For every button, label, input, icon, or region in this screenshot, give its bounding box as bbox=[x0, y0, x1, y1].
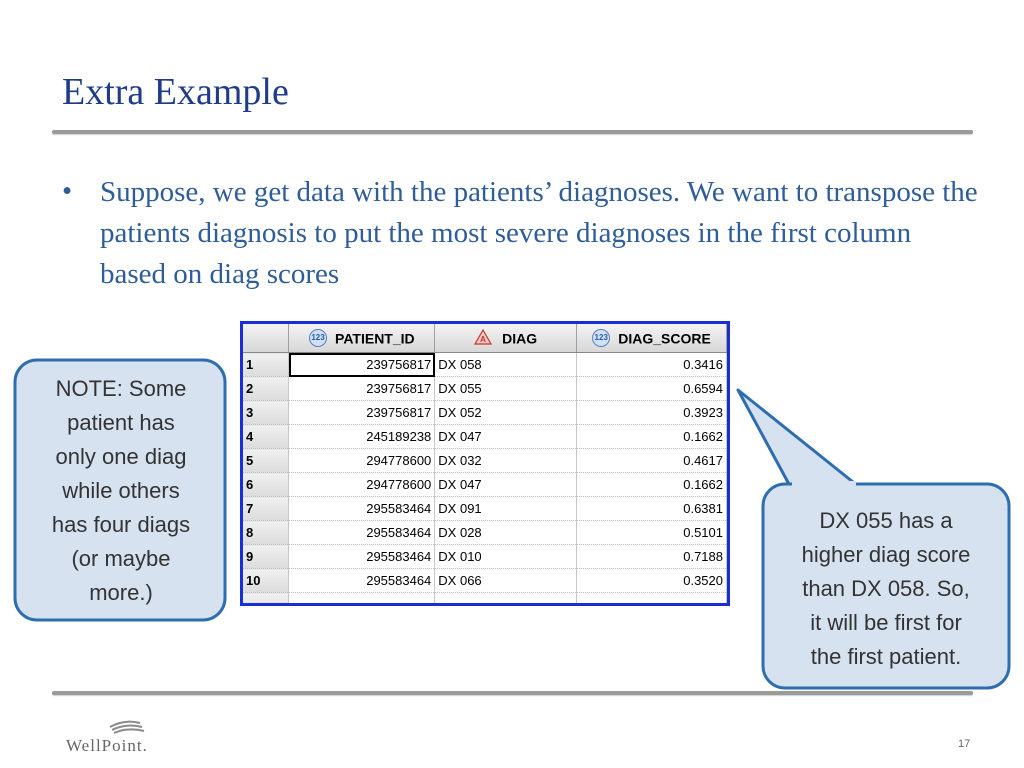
diag-cell[interactable]: DX 091 bbox=[435, 497, 577, 521]
column-header-diag-score[interactable]: 123 DIAG_SCORE bbox=[577, 324, 727, 353]
patient-id-cell[interactable]: 295583464 bbox=[289, 569, 435, 593]
diag-score-cell[interactable]: 0.6594 bbox=[577, 377, 727, 401]
diag-score-cell[interactable]: 0.3520 bbox=[577, 569, 727, 593]
diag-cell[interactable]: DX 010 bbox=[435, 545, 577, 569]
diag-score-cell[interactable]: 0.6381 bbox=[577, 497, 727, 521]
row-number: 9 bbox=[243, 545, 289, 569]
patient-id-cell[interactable]: 295583464 bbox=[289, 497, 435, 521]
diag-score-cell[interactable]: 0.4617 bbox=[577, 449, 727, 473]
diag-score-cell[interactable]: 0.1662 bbox=[577, 473, 727, 497]
bullet-marker: • bbox=[62, 175, 73, 207]
diag-score-cell[interactable]: 0.3923 bbox=[577, 401, 727, 425]
column-header-patient-id[interactable]: 123 PATIENT_ID bbox=[289, 324, 435, 353]
patient-id-cell[interactable]: 239756817 bbox=[289, 377, 435, 401]
logo-wordmark: WellPoint. bbox=[66, 736, 148, 755]
page-number: 17 bbox=[958, 738, 971, 750]
row-number: 10 bbox=[243, 569, 289, 593]
row-number: 7 bbox=[243, 497, 289, 521]
row-number: 8 bbox=[243, 521, 289, 545]
row-number: 2 bbox=[243, 377, 289, 401]
slide-title: Extra Example bbox=[62, 71, 289, 113]
row-number: 6 bbox=[243, 473, 289, 497]
diag-cell[interactable]: DX 058 bbox=[435, 353, 577, 377]
note-callout: NOTE: Some patient has only one diag while others has four diags (or maybe more.) bbox=[51, 376, 191, 605]
patient-id-cell[interactable]: 239756817 bbox=[289, 401, 435, 425]
row-number: 5 bbox=[243, 449, 289, 473]
footer-divider bbox=[52, 691, 973, 695]
patient-id-cell[interactable]: 295583464 bbox=[289, 521, 435, 545]
diag-cell[interactable]: DX 052 bbox=[435, 401, 577, 425]
explanation-callout: DX 055 has a higher diag score than DX 058. So, it will be first for the first patient. bbox=[801, 508, 971, 669]
diag-score-cell[interactable]: 0.5101 bbox=[577, 521, 727, 545]
diag-cell[interactable]: DX 066 bbox=[435, 569, 577, 593]
right-callout-pointer bbox=[738, 390, 858, 486]
row-number: 3 bbox=[243, 401, 289, 425]
diag-score-cell[interactable]: 0.7188 bbox=[577, 545, 727, 569]
diag-cell[interactable]: DX 032 bbox=[435, 449, 577, 473]
row-number: 4 bbox=[243, 425, 289, 449]
numeric-column-icon: 123 bbox=[592, 329, 610, 347]
bullet-text: Suppose, we get data with the patients’ diagnoses. We want to transpose the patients diagnosis to put the most severe diagnoses in the first column based on diag scores bbox=[100, 176, 978, 290]
diag-score-cell[interactable]: 0.1662 bbox=[577, 425, 727, 449]
row-number: 1 bbox=[243, 353, 289, 377]
patient-id-cell[interactable]: 239756817 bbox=[289, 353, 435, 377]
svg-text:A: A bbox=[480, 334, 487, 344]
numeric-column-icon: 123 bbox=[309, 329, 327, 347]
diag-score-cell[interactable]: 0.3416 bbox=[577, 353, 727, 377]
patient-id-cell[interactable]: 294778600 bbox=[289, 473, 435, 497]
patient-id-cell[interactable]: 245189238 bbox=[289, 425, 435, 449]
diag-cell[interactable]: DX 047 bbox=[435, 425, 577, 449]
patient-id-cell[interactable]: 295583464 bbox=[289, 545, 435, 569]
diag-cell[interactable]: DX 028 bbox=[435, 521, 577, 545]
diag-cell[interactable]: DX 055 bbox=[435, 377, 577, 401]
patient-id-cell[interactable]: 294778600 bbox=[289, 449, 435, 473]
column-header-diag[interactable]: A DIAG bbox=[435, 324, 577, 353]
diag-cell[interactable]: DX 047 bbox=[435, 473, 577, 497]
